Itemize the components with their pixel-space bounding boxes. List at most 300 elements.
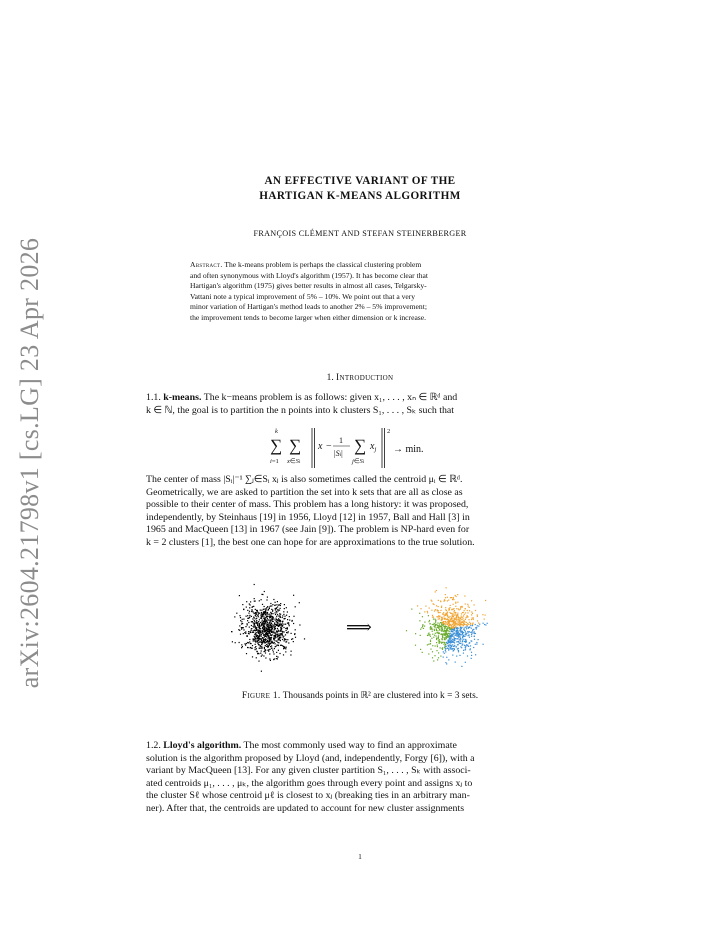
- clustered-point: [457, 624, 458, 625]
- raw-point: [286, 647, 287, 648]
- raw-point: [270, 649, 271, 650]
- clustered-point: [482, 614, 483, 615]
- raw-point: [293, 595, 294, 596]
- section-number: 1.: [326, 373, 334, 383]
- raw-point: [242, 604, 243, 605]
- raw-point: [287, 611, 288, 612]
- clustered-point: [424, 626, 425, 627]
- raw-point: [262, 642, 263, 643]
- clustered-point: [448, 600, 449, 601]
- raw-point: [263, 615, 264, 616]
- clustered-point: [447, 615, 448, 616]
- clustered-point: [455, 612, 456, 613]
- raw-point: [250, 643, 251, 644]
- clustered-point: [475, 654, 476, 655]
- raw-point: [251, 611, 252, 612]
- clustered-point: [457, 634, 458, 635]
- clustered-point: [461, 631, 462, 632]
- clustered-point: [444, 623, 445, 624]
- raw-point: [232, 641, 233, 642]
- raw-point: [252, 645, 253, 646]
- clustered-point: [448, 641, 449, 642]
- raw-point: [264, 626, 265, 627]
- raw-point: [264, 606, 265, 607]
- raw-point: [280, 608, 281, 609]
- raw-point: [262, 627, 263, 628]
- raw-point: [242, 623, 243, 624]
- raw-point: [248, 622, 249, 623]
- clustered-point: [466, 634, 467, 635]
- clustered-point: [459, 623, 460, 624]
- clustered-point: [451, 628, 452, 629]
- raw-point: [292, 638, 293, 639]
- clustered-point: [435, 633, 436, 634]
- raw-point: [253, 640, 254, 641]
- raw-point: [260, 631, 261, 632]
- figure-clustering: [226, 580, 496, 675]
- raw-point: [264, 651, 265, 652]
- raw-point: [259, 600, 260, 601]
- clustered-point: [445, 625, 446, 626]
- raw-point: [256, 651, 257, 652]
- clustered-point: [459, 636, 460, 637]
- clustered-point: [461, 617, 462, 618]
- clustered-point: [444, 635, 445, 636]
- raw-point: [270, 633, 271, 634]
- raw-point: [247, 620, 248, 621]
- clustered-point: [437, 616, 438, 617]
- clustered-point: [452, 631, 453, 632]
- raw-point: [247, 615, 248, 616]
- raw-point: [270, 643, 271, 644]
- clustered-point: [465, 647, 466, 648]
- raw-point: [282, 639, 283, 640]
- raw-point: [261, 648, 262, 649]
- raw-point: [266, 620, 267, 621]
- clustered-point: [462, 618, 463, 619]
- raw-point: [259, 630, 260, 631]
- raw-point: [274, 658, 275, 659]
- raw-point: [277, 601, 278, 602]
- raw-point: [276, 658, 277, 659]
- clustered-point: [441, 620, 442, 621]
- clustered-point: [442, 637, 443, 638]
- raw-point: [272, 604, 273, 605]
- svg-text:∑: ∑: [270, 436, 283, 455]
- clustered-point: [472, 618, 473, 619]
- clustered-point: [453, 633, 454, 634]
- clustered-point: [471, 631, 472, 632]
- clustered-point: [456, 656, 457, 657]
- raw-point: [265, 608, 266, 609]
- raw-point: [251, 628, 252, 629]
- raw-point: [250, 601, 251, 602]
- clustered-point: [478, 622, 479, 623]
- raw-point: [260, 635, 261, 636]
- clustered-point: [440, 601, 441, 602]
- clustered-point: [462, 641, 463, 642]
- raw-point: [280, 617, 281, 618]
- raw-point: [276, 616, 277, 617]
- raw-point: [271, 648, 272, 649]
- raw-point: [283, 627, 284, 628]
- raw-point: [285, 628, 286, 629]
- raw-point: [267, 629, 268, 630]
- raw-point: [259, 624, 260, 625]
- raw-point: [274, 642, 275, 643]
- clustered-point: [461, 616, 462, 617]
- clustered-point: [438, 619, 439, 620]
- clustered-point: [432, 624, 433, 625]
- clustered-point: [469, 607, 470, 608]
- raw-point: [273, 632, 274, 633]
- clustered-point: [470, 623, 471, 624]
- clustered-point: [453, 611, 454, 612]
- raw-point: [278, 650, 279, 651]
- raw-point: [246, 601, 247, 602]
- clustered-point: [453, 624, 454, 625]
- clustered-point: [436, 650, 437, 651]
- clustered-point: [439, 616, 440, 617]
- para-line: k = 2 clusters [1], the best one can hope for are approximations to the true solution.: [146, 536, 475, 548]
- clustered-point: [461, 627, 462, 628]
- clustered-point: [452, 621, 453, 622]
- raw-point: [246, 643, 247, 644]
- raw-point: [265, 617, 266, 618]
- clustered-point: [453, 604, 454, 605]
- raw-point: [255, 609, 256, 610]
- raw-point: [272, 621, 273, 622]
- clustered-point: [468, 634, 469, 635]
- clustered-point: [435, 609, 436, 610]
- clustered-point: [448, 619, 449, 620]
- raw-point: [293, 616, 294, 617]
- implies-arrow: ⟹: [346, 617, 372, 638]
- clustered-point: [470, 624, 471, 625]
- clustered-point: [450, 647, 451, 648]
- clustered-point: [474, 639, 475, 640]
- clustered-point: [456, 608, 457, 609]
- clustered-point: [465, 617, 466, 618]
- svg-text:k: k: [275, 428, 278, 435]
- raw-point: [284, 631, 285, 632]
- clustered-point: [476, 628, 477, 629]
- raw-point: [267, 638, 268, 639]
- raw-point: [278, 645, 279, 646]
- clustered-point: [455, 630, 456, 631]
- clustered-point: [453, 650, 454, 651]
- clustered-point: [454, 610, 455, 611]
- raw-point: [255, 637, 256, 638]
- raw-point: [241, 644, 242, 645]
- raw-point: [249, 607, 250, 608]
- raw-point: [264, 591, 265, 592]
- raw-point: [267, 618, 268, 619]
- clustered-point: [430, 626, 431, 627]
- paragraph-centroid: [146, 474, 574, 550]
- clustered-point: [439, 624, 440, 625]
- clustered-point: [442, 635, 443, 636]
- section-heading: [146, 373, 574, 383]
- raw-point: [278, 620, 279, 621]
- raw-point: [275, 636, 276, 637]
- raw-point: [280, 621, 281, 622]
- clustered-point: [458, 628, 459, 629]
- clustered-point: [422, 624, 423, 625]
- clustered-point: [438, 652, 439, 653]
- raw-point: [247, 647, 248, 648]
- raw-point: [291, 633, 292, 634]
- clustered-point: [422, 652, 423, 653]
- clustered-point: [476, 627, 477, 628]
- raw-point: [295, 637, 296, 638]
- raw-point: [272, 624, 273, 625]
- clustered-point: [463, 624, 464, 625]
- raw-point: [280, 628, 281, 629]
- raw-point: [277, 658, 278, 659]
- raw-point: [269, 641, 270, 642]
- clustered-point: [464, 610, 465, 611]
- clustered-point: [455, 624, 456, 625]
- clustered-point: [454, 618, 455, 619]
- raw-point: [279, 637, 280, 638]
- raw-point: [272, 619, 273, 620]
- clustered-point: [450, 648, 451, 649]
- clustered-point: [485, 615, 486, 616]
- clustered-point: [436, 605, 437, 606]
- para-line: variant by MacQueen [13]. For any given cluster partition S₁, . . . , Sₖ with associ-: [146, 765, 471, 777]
- raw-point: [279, 619, 280, 620]
- raw-point: [244, 632, 245, 633]
- raw-point: [261, 621, 262, 622]
- clustered-point: [467, 645, 468, 646]
- clustered-point: [439, 618, 440, 619]
- raw-point: [252, 618, 253, 619]
- clustered-point: [466, 628, 467, 629]
- clustered-point: [440, 612, 441, 613]
- raw-point: [271, 637, 272, 638]
- raw-point: [274, 623, 275, 624]
- clustered-point: [438, 612, 439, 613]
- clustered-point: [430, 641, 431, 642]
- raw-point: [270, 612, 271, 613]
- raw-point: [265, 611, 266, 612]
- clustered-point: [458, 621, 459, 622]
- clustered-point: [465, 634, 466, 635]
- raw-point: [277, 614, 278, 615]
- clustered-point: [457, 613, 458, 614]
- svg-text:−: −: [326, 441, 332, 452]
- clustered-point: [454, 638, 455, 639]
- raw-point: [269, 607, 270, 608]
- clustered-point: [474, 604, 475, 605]
- raw-point: [257, 624, 258, 625]
- raw-point: [261, 636, 262, 637]
- clustered-point: [469, 637, 470, 638]
- raw-point: [246, 607, 247, 608]
- raw-point: [283, 614, 284, 615]
- clustered-point: [458, 632, 459, 633]
- clustered-point: [444, 628, 445, 629]
- clustered-point: [436, 642, 437, 643]
- raw-point: [241, 647, 242, 648]
- clustered-point: [449, 638, 450, 639]
- raw-point: [265, 623, 266, 624]
- raw-point: [263, 641, 264, 642]
- clustered-point: [437, 659, 438, 660]
- clustered-point: [460, 620, 461, 621]
- clustered-point: [433, 617, 434, 618]
- raw-point: [275, 620, 276, 621]
- clustered-point: [462, 617, 463, 618]
- clustered-point: [422, 616, 423, 617]
- clustered-point: [451, 631, 452, 632]
- raw-point: [280, 640, 281, 641]
- clustered-point: [441, 630, 442, 631]
- clustered-point: [432, 631, 433, 632]
- clustered-point: [449, 627, 450, 628]
- clustered-point: [455, 617, 456, 618]
- clustered-point: [415, 645, 416, 646]
- clustered-point: [432, 645, 433, 646]
- svg-text:1: 1: [339, 436, 343, 445]
- clustered-point: [443, 618, 444, 619]
- raw-point: [284, 640, 285, 641]
- abstract-line: and often synonymous with Lloyd's algorithm (1957). It has become clear that: [190, 270, 428, 280]
- raw-point: [282, 617, 283, 618]
- raw-point: [270, 606, 271, 607]
- raw-point: [269, 631, 270, 632]
- raw-point: [263, 618, 264, 619]
- raw-point: [271, 613, 272, 614]
- raw-point: [261, 640, 262, 641]
- clustered-point: [420, 649, 421, 650]
- raw-point: [268, 631, 269, 632]
- raw-point: [283, 611, 284, 612]
- para-line: the cluster Sℓ whose centroid μℓ is closest to xⱼ (breaking ties in an arbitrary man-: [146, 790, 470, 802]
- clustered-point: [453, 622, 454, 623]
- raw-point: [260, 639, 261, 640]
- raw-point: [295, 629, 296, 630]
- raw-point: [273, 638, 274, 639]
- para-line: The most commonly used way to find an approximate: [243, 740, 457, 751]
- raw-point: [258, 614, 259, 615]
- caption-label: Figure 1.: [241, 691, 281, 701]
- abstract-line: Hartigan's algorithm (1975) gives better results in almost all cases, Telgarsky-: [190, 281, 427, 290]
- clustered-point: [453, 642, 454, 643]
- raw-point: [272, 631, 273, 632]
- raw-point: [282, 622, 283, 623]
- clustered-point: [468, 605, 469, 606]
- raw-point: [272, 626, 273, 627]
- raw-point: [275, 608, 276, 609]
- clustered-point: [443, 621, 444, 622]
- raw-point: [266, 636, 267, 637]
- clustered-point: [449, 625, 450, 626]
- raw-point: [268, 641, 269, 642]
- title-line-1: AN EFFECTIVE VARIANT OF THE: [264, 175, 456, 187]
- clustered-point: [485, 600, 486, 601]
- clustered-point: [470, 645, 471, 646]
- raw-point: [262, 654, 263, 655]
- raw-point: [275, 605, 276, 606]
- raw-point: [246, 616, 247, 617]
- clustered-point: [448, 633, 449, 634]
- raw-point: [284, 608, 285, 609]
- clustered-point: [422, 626, 423, 627]
- raw-point: [272, 642, 273, 643]
- clustered-point: [464, 645, 465, 646]
- clustered-point: [465, 608, 466, 609]
- clustered-point: [441, 617, 442, 618]
- raw-point: [258, 613, 259, 614]
- clustered-point: [469, 610, 470, 611]
- clustered-point: [415, 633, 416, 634]
- clustered-point: [438, 637, 439, 638]
- raw-point: [273, 653, 274, 654]
- clustered-point: [438, 628, 439, 629]
- raw-point: [268, 610, 269, 611]
- clustered-point: [423, 628, 424, 629]
- raw-point: [245, 626, 246, 627]
- raw-point: [273, 625, 274, 626]
- raw-point: [272, 650, 273, 651]
- raw-point: [266, 644, 267, 645]
- para-bold-head: Lloyd's algorithm.: [163, 740, 242, 751]
- raw-point: [266, 616, 267, 617]
- clustered-point: [406, 630, 407, 631]
- raw-point: [276, 607, 277, 608]
- clustered-point: [444, 639, 445, 640]
- clustered-point: [453, 609, 454, 610]
- clustered-point: [468, 646, 469, 647]
- raw-point: [275, 612, 276, 613]
- raw-point: [273, 639, 274, 640]
- clustered-point: [475, 610, 476, 611]
- raw-point: [251, 630, 252, 631]
- clustered-point: [441, 607, 442, 608]
- raw-point: [254, 598, 255, 599]
- clustered-point: [463, 639, 464, 640]
- clustered-point: [432, 651, 433, 652]
- raw-point: [290, 654, 291, 655]
- raw-point: [265, 635, 266, 636]
- raw-point: [268, 643, 269, 644]
- raw-point: [261, 610, 262, 611]
- svg-text:xj: $x_j$: [370, 441, 377, 453]
- clustered-point: [443, 657, 444, 658]
- raw-point: [259, 613, 260, 614]
- clustered-point: [444, 600, 445, 601]
- raw-point: [262, 631, 263, 632]
- raw-point: [271, 629, 272, 630]
- clustered-point: [446, 636, 447, 637]
- clustered-point: [451, 613, 452, 614]
- raw-point: [259, 625, 260, 626]
- raw-point: [265, 621, 266, 622]
- raw-point: [253, 639, 254, 640]
- clustered-point: [469, 622, 470, 623]
- clustered-point: [438, 606, 439, 607]
- raw-point: [254, 634, 255, 635]
- clustered-point: [461, 606, 462, 607]
- raw-point: [270, 626, 271, 627]
- clustered-point: [473, 619, 474, 620]
- clustered-point: [417, 605, 418, 606]
- clustered-point: [471, 614, 472, 615]
- clustered-point: [455, 606, 456, 607]
- clustered-point: [449, 616, 450, 617]
